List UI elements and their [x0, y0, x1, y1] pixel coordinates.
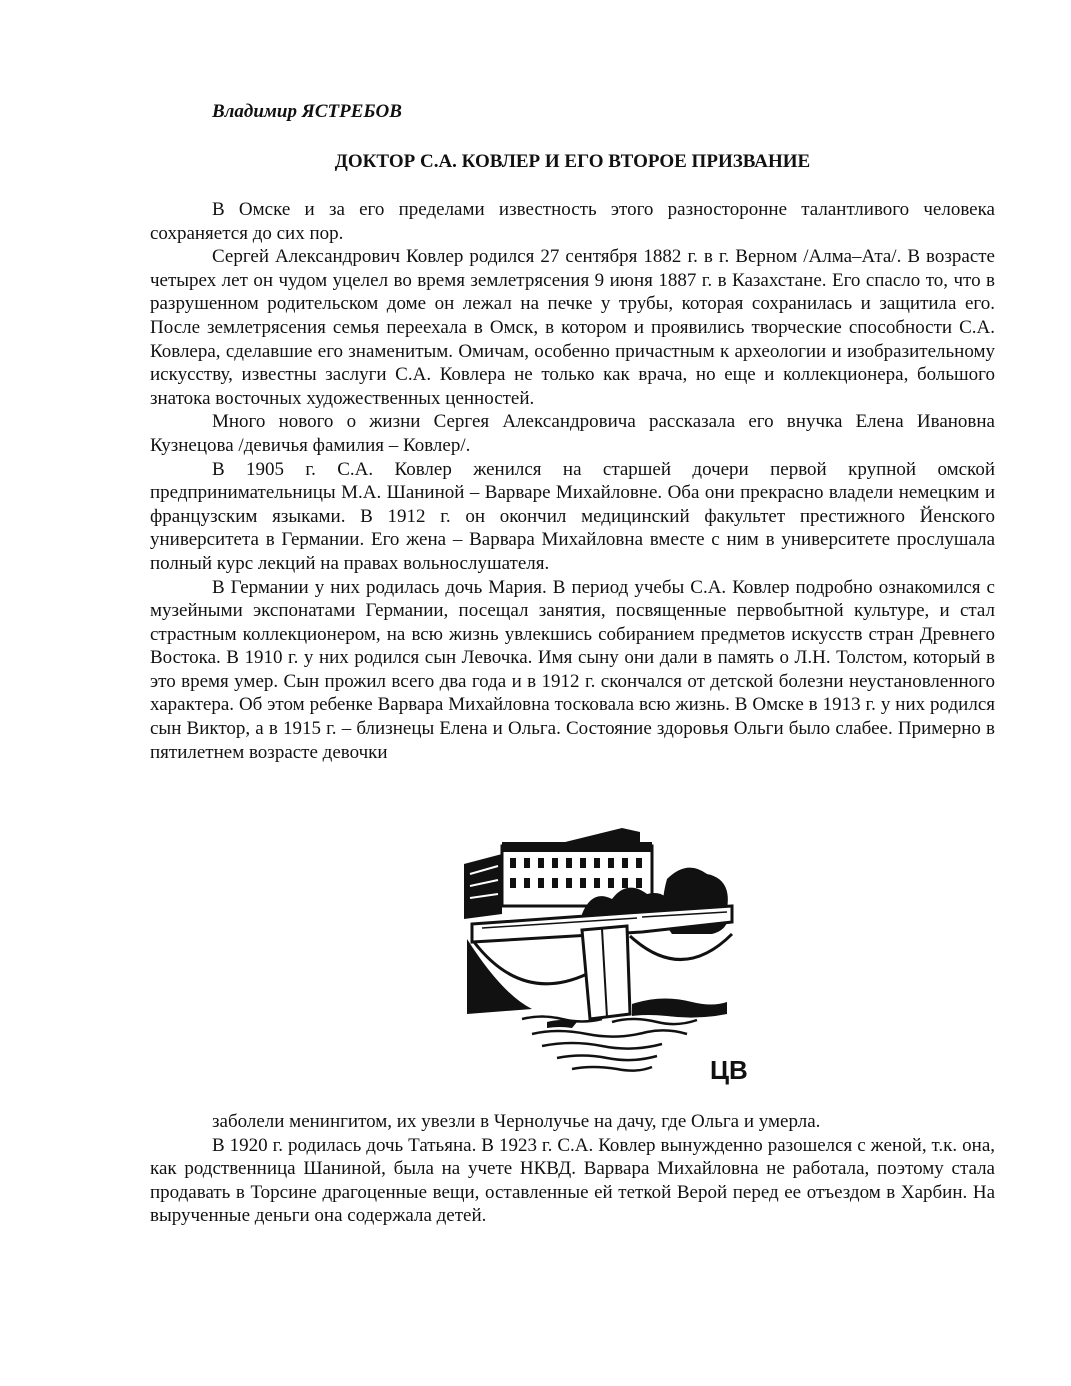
bridge-illustration	[462, 824, 748, 1085]
paragraph: В Омске и за его пределами известность этого разносторонне талантливого человека сохраняется до сих пор.	[150, 199, 995, 244]
paragraph: В 1905 г. С.А. Ковлер женился на старшей дочери первой крупной омской предпринимательницы М.А. Шаниной – Варваре Михайловне. Оба они прекрасно владели немецким и французским языками. В 1912 г. он окончил медицинский факультет престижного Йенского университета в Германии. Его жена – Варвара Михайловна вместе с ним в университете прослушала полный курс лекций на правах вольнослушателя.	[150, 458, 995, 574]
monogram-text: ЦВ	[710, 1055, 748, 1085]
author-name: Владимир ЯСТРЕБОВ	[212, 101, 402, 122]
paragraph: В 1920 г. родилась дочь Татьяна. В 1923 г. С.А. Ковлер вынужденно разошелся с женой, т.к. она, как родственница Шаниной, была на учете НКВД. Варвара Михайловна не работала, поэтому стала продавать в Торсине драгоценные вещи, оставленные ей теткой Верой перед ее отъездом в Харбин. На вырученные деньги она содержала детей.	[150, 1134, 995, 1227]
article-title: ДОКТОР С.А. КОВЛЕР И ЕГО ВТОРОЕ ПРИЗВАНИЕ	[334, 151, 811, 172]
bridge-drawing-icon	[462, 824, 748, 1085]
article-body	[150, 198, 995, 764]
paragraph: Много нового о жизни Сергея Александровича рассказала его внучка Елена Ивановна Кузнецова /девичья фамилия – Ковлер/.	[150, 411, 995, 456]
paragraph: заболели менингитом, их увезли в Чернолучье на дачу, где Ольга и умерла.	[212, 1111, 821, 1132]
paragraph: Сергей Александрович Ковлер родился 27 сентября 1882 г. в г. Верном /Алма–Ата/. В возрасте четырех лет он чудом уцелел во время землетрясения 9 июня 1887 г. в Казахстане. Его спасло то, что в разрушенном родительском доме он лежал на печке у трубы, которая сохранилась и защитила его. После землетрясения семья переехала в Омск, в котором и проявились творческие способности С.А. Ковлера, сделавшие его знаменитым. Омичам, особенно причастным к археологии и изобразительному искусству, известны заслуги С.А. Ковлера не только как врача, но еще и коллекционера, большого знатока восточных художественных ценностей.	[150, 246, 995, 409]
article-body-continued	[150, 1110, 995, 1228]
paragraph: В Германии у них родилась дочь Мария. В период учебы С.А. Ковлер подробно ознакомился с музейными экспонатами Германии, посещал занятия, посвященные первобытной культуре, и стал страстным коллекционером, на всю жизнь увлекшись собиранием предметов искусств стран Древнего Востока. В 1910 г. у них родился сын Левочка. Имя сыну они дали в память о Л.Н. Толстом, который в это время умер. Сын прожил всего два года и в 1912 г. скончался от детской болезни неустановленного характера. Об этом ребенке Варвара Михайловна тосковала всю жизнь. В Омске в 1913 г. у них родился сын Виктор, а в 1915 г. – близнецы Елена и Ольга. Состояние здоровья Ольги было слабее. Примерно в пятилетнем возрасте девочки	[150, 576, 995, 763]
